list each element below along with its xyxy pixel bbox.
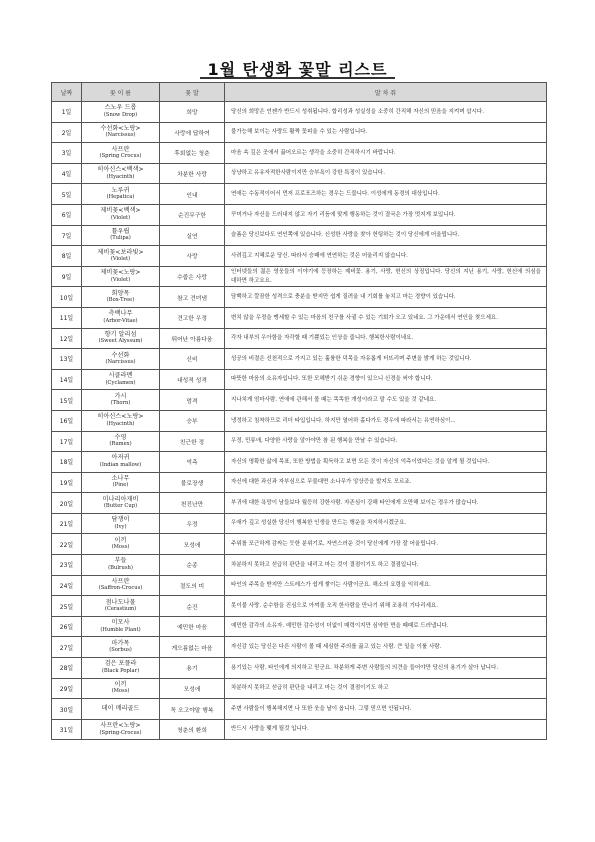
row-flower-meaning: 예민한 마음 [160,616,225,637]
row-day: 17일 [52,431,82,452]
row-description: 각자 내부의 우아함을 자각할 때 기쁨있는 인상을 줍니다. 행복한사람이네요. [225,328,547,349]
row-flower-meaning: 절도의 미 [160,575,225,596]
row-flower-meaning: 수줍은 사랑 [160,266,225,287]
row-flower-name-cell [82,390,160,411]
table-row [52,184,547,205]
row-description: 마음 속 깊은 곳에서 끓어오르는 생각을 소중히 간직하시기 바랍니다. [225,143,547,164]
row-day: 3일 [52,143,82,164]
row-flower-name: 스노우 드롭 [104,104,137,112]
row-description: 못이불 사랑. 순수함을 진심으로 아껴줄 오직 한사람을 만나기 위해 조용히 기다리세요. [225,596,547,617]
row-flower-name-english: (Thorn) [110,400,131,407]
row-flower-name-english: (Arbor-Vitae) [103,317,138,324]
row-flower-meaning: 희망 [160,102,225,123]
row-description: 차분하지 못하고 섣급히 판단을 내리고 마는 것이 결점이기도 하고 결점입니다. [225,555,547,576]
row-flower-name: 제비꽃<노랑> [100,269,141,277]
table-row [52,349,547,370]
table-row [52,143,547,164]
row-day: 24일 [52,575,82,596]
row-description: 예민한 감각의 소유자. 예민한 감수성이 더없이 매력이지만 심약한 면을 때때로 드러냅니다. [225,616,547,637]
row-description: 주변 사람들이 행복해지면 나 또한 웃을 날이 옵니다. 그렇 믿으면 안됩니다. [225,699,547,720]
table-row [52,452,547,473]
table-row [52,555,547,576]
row-flower-name-cell [82,204,160,225]
row-flower-name: 아저귀 [111,454,130,462]
row-flower-meaning: 내성적 성격 [160,369,225,390]
row-flower-name: 미나리아재비 [102,495,139,503]
row-flower-name: 히아신스<백색> [97,166,144,174]
row-day: 31일 [52,719,82,740]
row-flower-meaning: 후회없는 청춘 [160,143,225,164]
row-flower-name-english: (Box-Tree) [106,297,135,304]
row-flower-meaning: 천진난만 [160,493,225,514]
row-flower-name-cell [82,555,160,576]
row-description: 타인의 주목을 받지만 스트레스가 쉽게 쌓이는 사람이군요. 해소의 요령을 익히세요. [225,575,547,596]
row-flower-name-english: (Narcissus) [105,358,136,365]
row-flower-meaning: 인내 [160,184,225,205]
row-flower-meaning: 승부 [160,410,225,431]
table-row [52,225,547,246]
row-day: 7일 [52,225,82,246]
row-flower-name-english: (Butter Cup) [103,503,138,510]
row-flower-name-cell [82,287,160,308]
row-flower-name-english: (Cerastium) [104,606,137,613]
row-day: 30일 [52,699,82,720]
row-flower-name: 회양목 [111,289,130,297]
table-header-row [52,83,547,102]
table-row [52,369,547,390]
row-day: 23일 [52,555,82,576]
row-flower-name-cell [82,534,160,555]
table-row [52,307,547,328]
row-flower-name-cell [82,637,160,658]
row-flower-meaning: 꼭 오고야말 행복 [160,699,225,720]
row-flower-name: 담쟁이 [111,516,130,524]
row-day: 15일 [52,390,82,411]
row-description: 따뜻한 마음의 소유자입니다. 또한 모헤받기 쉬운 경향이 있으니 신경을 써야 합니다. [225,369,547,390]
row-flower-meaning: 신비 [160,349,225,370]
row-flower-name: 사프란 [111,145,130,153]
table-row [52,122,547,143]
row-flower-name-cell [82,102,160,123]
row-flower-meaning: 모성애 [160,534,225,555]
row-day: 9일 [52,266,82,287]
row-flower-name-cell [82,225,160,246]
row-flower-name-cell [82,431,160,452]
row-day: 6일 [52,204,82,225]
row-flower-name-cell [82,328,160,349]
row-day: 21일 [52,513,82,534]
row-flower-meaning: 청춘의 환희 [160,719,225,740]
row-flower-name: 가시 [114,392,127,400]
row-description: 꾸미거나 자신을 드러내지 않고 자기 리듬에 맞게 행동하는 것이 결국은 가장 멋지게 보입니다. [225,204,547,225]
row-description: 우애가 깊고 성실한 당신이 행복한 인생을 만드는 행운을 차지하시겠군요. [225,513,547,534]
table-row [52,575,547,596]
row-flower-meaning: 우정 [160,513,225,534]
row-flower-name-english: (Hyacinth) [106,420,135,427]
row-flower-name: 검은 포플라 [104,660,137,668]
table-body [52,102,547,740]
row-flower-name: 히아신스<노랑> [97,413,144,421]
row-flower-name-english: (Sweet Alyssum) [98,338,143,345]
row-flower-name-cell [82,266,160,287]
header-flower-name: 꽃 이 름 [82,83,160,102]
row-flower-meaning: 억측 [160,452,225,473]
row-day: 18일 [52,452,82,473]
row-flower-name-cell [82,678,160,699]
table-row [52,410,547,431]
table-row [52,493,547,514]
row-description: 자신감 있는 당신은 다른 사람이 볼 때 세심한 주의를 끓고 있는 사람. 큰 일을 이룰 사람. [225,637,547,658]
header-flower-meaning: 꽃 말 [160,83,225,102]
row-flower-name-english: (Bulrush) [108,564,133,571]
row-description: 자신의 명확한 삶에 목표, 또한 방법을 획득하고 보면 모든 것이 자신의 억측이었다는 것을 알게 될 것입니다. [225,452,547,473]
row-flower-meaning: 차분한 사랑 [160,163,225,184]
row-day: 8일 [52,246,82,267]
row-flower-name-cell [82,369,160,390]
row-day: 10일 [52,287,82,308]
birth-flower-table [51,82,547,740]
row-flower-name-english: (Pine) [112,482,129,489]
row-day: 2일 [52,122,82,143]
row-day: 28일 [52,658,82,679]
row-flower-name: 수선화 [111,351,130,359]
row-description: 당신의 희망은 언젠가 반드시 성취됩니다. 합리성과 성실성을 소중히 간직해 자신의 믿음을 지켜며 삽시다. [225,102,547,123]
row-flower-name: 소나무 [111,475,130,483]
row-flower-meaning: 친근한 정 [160,431,225,452]
row-flower-name-english: (Violet) [110,214,131,221]
row-flower-name: 사프란<노랑> [100,722,141,730]
row-description: 인터넷들의 젊은 영웅들의 이야기에 등장하는 제비꽃. 용기, 사랑, 헌신의 상징입니다. 당신의 지닌 용기, 사랑, 헌신에 의심을 대하면 하고요요. [225,266,547,287]
table-row [52,431,547,452]
row-flower-name-english: (Violet) [110,276,131,283]
row-flower-name-cell [82,472,160,493]
row-flower-name-english: (Sorbus) [109,647,132,654]
row-description: 사려깊고 지혜로운 당신. 따라서 승패에 연연하는 것은 어울리지 않습니다. [225,246,547,267]
row-day: 13일 [52,349,82,370]
row-description: 연애는 수동적이어서 먼저 프로포즈하는 경우는 드뭅니다. 이성에게 동경의 대상입니다. [225,184,547,205]
header-description: 말 차 줘 [225,83,547,102]
row-day: 26일 [52,616,82,637]
row-day: 20일 [52,493,82,514]
header-day: 날짜 [52,83,82,102]
row-flower-name-cell [82,307,160,328]
row-flower-name-english: (Indian mallow) [99,461,142,468]
row-flower-name-english: (Saffron-Crocus) [98,585,143,592]
row-description: 상냥하고 유유자적한사람이지만 승부욕이 강한 특징이 있습니다. [225,163,547,184]
row-description: 차분하지 못하고 섣급히 판단을 내리고 마는 것이 결점이기도 하고 [225,678,547,699]
table-row [52,287,547,308]
row-flower-name-cell [82,699,160,720]
row-flower-name: 이끼 [114,681,127,689]
row-flower-name: 이끼 [114,536,127,544]
row-flower-name-english: (Rumex) [109,441,132,448]
row-description: 지나치게 엄마사람. 연애에 관해서 볼 때는 똑똑한 개성이라고 말 수도 있을 것 같네요. [225,390,547,411]
row-day: 12일 [52,328,82,349]
row-day: 1일 [52,102,82,123]
row-flower-name-english: (Tulipa) [110,235,131,242]
row-flower-name-english: (Snow Drop) [103,111,138,118]
row-flower-name-english: (Narcissus) [105,132,136,139]
row-flower-name-english: (Spring-Crocus) [99,729,142,736]
row-flower-name: 수영 [114,433,127,441]
row-flower-name: 부들 [114,557,127,565]
row-flower-meaning: 게으름없는 마음 [160,637,225,658]
table-row [52,266,547,287]
row-day: 25일 [52,596,82,617]
table-row [52,534,547,555]
row-day: 5일 [52,184,82,205]
row-flower-meaning: 엄격 [160,390,225,411]
row-flower-name: 데이 메리골드 [101,705,140,713]
row-flower-name-english: (Violet) [110,255,131,262]
row-day: 4일 [52,163,82,184]
row-description: 부귀에 대한 욕망이 남들보다 월등히 강한사람. 자존심이 강해 타인에게 오만해 보이는 경우가 많습니다. [225,493,547,514]
page-title: 1월 탄생화 꽃말 리스트 [207,60,388,79]
row-flower-meaning: 순종 [160,555,225,576]
table-row [52,102,547,123]
row-day: 27일 [52,637,82,658]
row-flower-name-cell [82,575,160,596]
row-flower-name-cell [82,513,160,534]
table-row [52,637,547,658]
row-flower-name: 점나도나물 [105,598,136,606]
table-row [52,596,547,617]
row-flower-name: 미모사 [111,619,130,627]
table-row [52,513,547,534]
row-flower-name: 튤우립 [111,227,130,235]
row-flower-name-cell [82,143,160,164]
row-flower-meaning: 참고 견뎌냄 [160,287,225,308]
row-description: 반드시 사랑을 맺게 될것 입니다. [225,719,547,740]
row-flower-name-cell [82,246,160,267]
row-day: 19일 [52,472,82,493]
row-day: 11일 [52,307,82,328]
table-row [52,658,547,679]
row-flower-meaning: 불로장생 [160,472,225,493]
row-flower-name-cell [82,452,160,473]
row-flower-name-cell [82,349,160,370]
table-row [52,699,547,720]
row-flower-name: 수선화<노랑> [100,124,141,132]
table-row [52,246,547,267]
row-description: 불가능해 보이는 사랑도 활짝 꽃피울 수 있는 사람입니다. [225,122,547,143]
row-flower-meaning: 용기 [160,658,225,679]
row-day: 29일 [52,678,82,699]
row-flower-name-english: (Hyacinth) [106,173,135,180]
table-row [52,390,547,411]
row-flower-name: 시클라멘 [108,372,133,380]
row-flower-name-english: (Hepatica) [106,194,135,201]
title-underline [200,77,395,79]
row-flower-name-english: (Moss) [111,544,130,551]
row-flower-name: 마가목 [111,639,130,647]
row-description: 성공의 비결은 선천적으로 가지고 있는 훌륭한 덕목을 자유롭게 터뜨리며 주변을 밝게 하는 것입니다. [225,349,547,370]
row-flower-name-cell [82,658,160,679]
row-flower-name-cell [82,596,160,617]
row-flower-name: 사프란 [111,578,130,586]
row-day: 22일 [52,534,82,555]
table-row [52,328,547,349]
row-flower-meaning: 견고한 우정 [160,307,225,328]
row-flower-meaning: 순진무구한 [160,204,225,225]
row-flower-name-english: (Moss) [111,688,130,695]
row-flower-meaning: 순진 [160,596,225,617]
row-flower-name-cell [82,122,160,143]
row-flower-name-cell [82,616,160,637]
table-row [52,472,547,493]
row-description: 우정, 민류애, 다양한 사랑을 알아야만 참 된 행복을 만날 수 있습니다. [225,431,547,452]
row-description: 용기있는 사람. 타인에게 의지하고 믿군요. 차분하게 주변 사람들의 의견을 들어야만 당신의 용기가 살아 납니다. [225,658,547,679]
row-flower-meaning: 실연 [160,225,225,246]
row-day: 14일 [52,369,82,390]
row-flower-name-cell [82,184,160,205]
row-flower-name-english: (Spring Crocus) [99,152,142,159]
row-description: 자신에 대한 과신과 자부심으로 무불대면 소나무가 앙상증을 발지도 모르죠. [225,472,547,493]
table-row [52,678,547,699]
row-flower-name: 측백나무 [108,310,133,318]
row-flower-name-cell [82,719,160,740]
row-flower-name: 제비꽃<백색> [100,207,141,215]
row-day: 16일 [52,410,82,431]
row-description: 냉정하고 침착하므로 리더 타입입니다. 하지만 열어하 홀다가도 경우에 따라서는 유연하심이... [225,410,547,431]
row-description: 슬픔은 당신보다도 연인쪽에 있습니다. 신성한 사랑을 찾아 헌팅하는 것이 당신에게 어울립니다. [225,225,547,246]
row-flower-meaning: 사랑 [160,246,225,267]
row-flower-name: 노루귀 [111,186,130,194]
row-flower-name-english: (Cyclamen) [105,379,136,386]
row-flower-meaning: 뛰어난 아름다움 [160,328,225,349]
row-description: 변치 않을 우정을 맹세할 수 있는 마음의 친구를 사귈 수 있는 기회가 오고 있네요. 그 가운데서 연인을 찾으세요. [225,307,547,328]
row-description: 담백하고 깔끔한 성격으로 충분을 받지만 쉽게 질려울 내 기회를 놓치고 마는 경향이 있습니다. [225,287,547,308]
row-flower-name-cell [82,493,160,514]
row-description: 주위를 포근하게 감싸는 듯한 분위기로, 자연스러운 것이 당신에게 가장 잘 어울립니다. [225,534,547,555]
table-row [52,163,547,184]
row-flower-name-cell [82,163,160,184]
table-row [52,204,547,225]
row-flower-name: 향기 알리섬 [104,330,137,338]
row-flower-name-english: (Humble Plant) [100,626,141,633]
table-row [52,719,547,740]
row-flower-name: 제비꽃<보라빛> [97,248,144,256]
row-flower-meaning: 사랑에 답하여 [160,122,225,143]
row-flower-name-english: (Ivy) [114,523,127,530]
row-flower-meaning: 모성애 [160,678,225,699]
row-flower-name-english: (Black Poplar) [101,667,140,674]
table-row [52,616,547,637]
row-flower-name-cell [82,410,160,431]
